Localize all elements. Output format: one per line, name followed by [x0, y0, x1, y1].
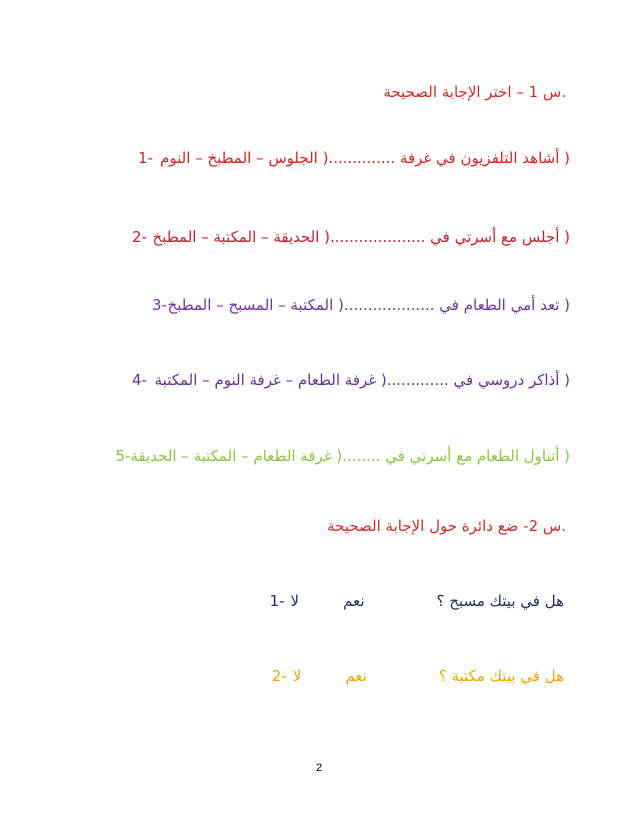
question-1-item-1	[138, 148, 570, 168]
item-number: 4-	[132, 371, 147, 389]
yes-no-question: هل في بيتك مسبح ؟	[436, 592, 564, 610]
question-1-item-4	[132, 370, 570, 390]
item-number: 5-	[115, 447, 131, 465]
no-option[interactable]: لا	[290, 592, 300, 610]
item-text: ( أشاهد التلفزيون في غرفة ..............( الجلوس – المطبخ – النوم	[160, 149, 570, 167]
yes-no-question: هل في بيتك مكتبة ؟	[438, 667, 564, 685]
item-text: ( أتناول الطعام مع أسرتي في ........( غرفة الطعام – المكتبة – الحديقة	[130, 447, 570, 465]
yes-option[interactable]: نعم	[345, 667, 367, 685]
item-text: ( أجلس مع أسرتي في ....................( الحديقة – المكتبة – المطبخ	[152, 228, 570, 246]
question-1-heading: .س 1 – اختر الإجابة الصحيحة	[383, 83, 566, 101]
question-2-item-1	[269, 591, 564, 611]
item-number: 1-	[138, 149, 153, 167]
question-1-item-2	[132, 227, 570, 247]
item-number: 2-	[271, 667, 287, 685]
question-1-item-3	[152, 295, 570, 315]
item-number: 1-	[269, 592, 285, 610]
question-2-item-2	[271, 666, 564, 686]
question-1-item-5	[115, 446, 570, 466]
yes-option[interactable]: نعم	[343, 592, 365, 610]
item-text: ( أذاكر دروسي في .............( غرفة الطعام – غرفة النوم – المكتبة	[154, 371, 570, 389]
no-option[interactable]: لا	[292, 667, 302, 685]
item-number: 2-	[132, 228, 147, 246]
item-number: 3-	[152, 296, 167, 314]
page-number: 2	[315, 762, 323, 774]
item-text: ( تعد أمي الطعام في ...................( المكتبة – المسبح – المطبخ	[167, 296, 570, 314]
question-2-heading: .س 2- ضع دائرة حول الإجابة الصحيحة	[327, 517, 566, 535]
